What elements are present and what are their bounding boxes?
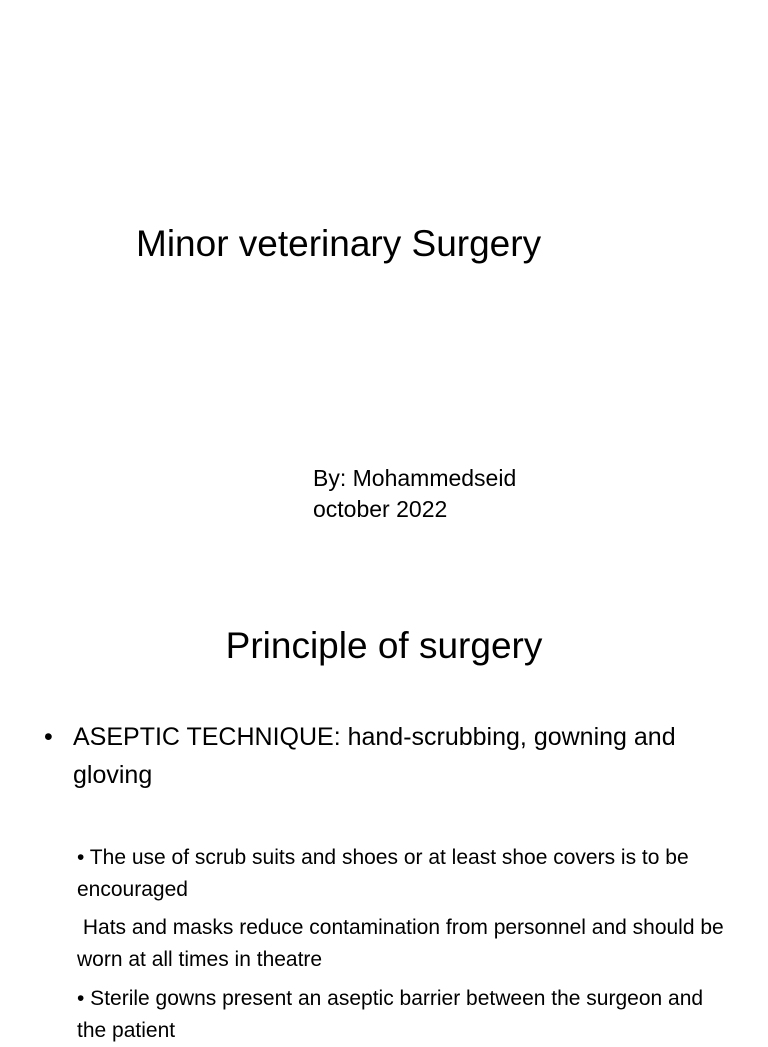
presentation-title: Minor veterinary Surgery (136, 223, 542, 264)
sub-point: • Sterile gowns present an aseptic barrier between the surgeon and the patient (77, 987, 704, 1042)
author-block (313, 463, 516, 525)
slide-heading: Principle of surgery (225, 625, 543, 666)
date-line: october 2022 (313, 496, 448, 522)
slide-principles (0, 590, 768, 1042)
sub-point: Hats and masks reduce contamination from personnel and should be worn at all times in theatre (77, 916, 730, 971)
sub-point: • The use of scrub suits and shoes or at least shoe covers is to be encouraged (77, 846, 689, 901)
bullet-dot: • (44, 723, 53, 751)
bullet-item (44, 718, 684, 794)
bullet-text: ASEPTIC TECHNIQUE: hand-scrubbing, gowning and gloving (73, 723, 676, 789)
author-line: By: Mohammedseid (313, 465, 517, 491)
